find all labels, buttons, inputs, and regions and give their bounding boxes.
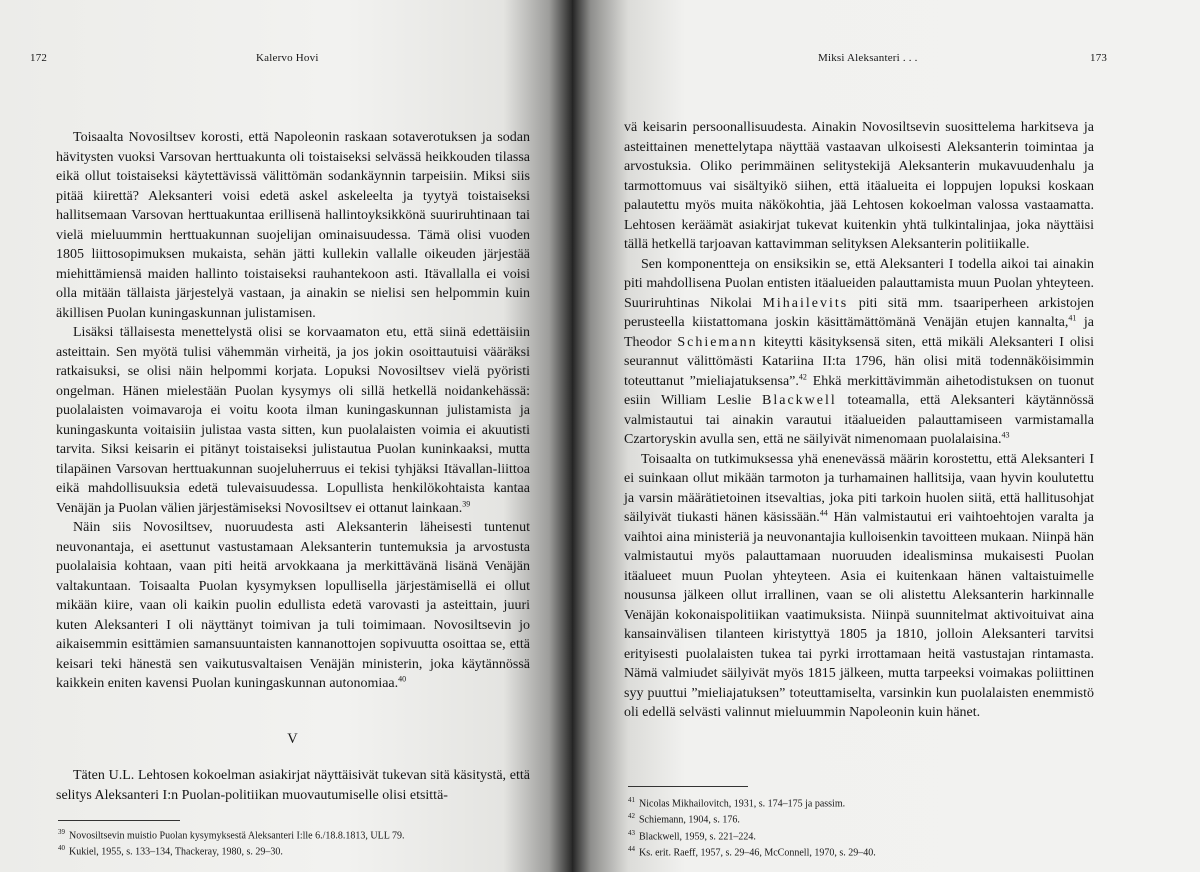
left-paragraph-1: Toisaalta Novosiltsev korosti, että Napoleonin raskaan sotaverotuksen ja sodan hävitysten vuoksi Varsovan herttuakunta oli toistaiseksi selvässä heikkouden tilassa eikä ollut toistaiseksi käytettävissä välittömän sodankäynnin tarpeisiin. Miksi siis pitää kiirettä? Aleksanteri voisi edetä askel askeleelta ja tyytyä toistaiseksi hallitsemaan Varsovan herttuakuntaa erillisenä hallintoyksikkönä suuriruhtinaan tai vielä mieluummin herttuakunnan suojelijan ominaisuudessa. Tämä olisi vuoden 1805 liittosopimuksen mukaista, sehän jätti kullekin vallalle oikeuden järjestää miehittämiensä maiden hallinto toistaiseksi rauhantekoon asti. Itävallalla ei voisi olla mitään tällaista järjestelyä vastaan, ja ainakin se nielisi sen helpommin kuin äkillisen Puolan kuningaskunnan julistamisen. [56, 130, 530, 321]
footnote-44: $^{44}$ Ks. erit. Raeff, 1957, s. 29–46, McConnell, 1970, s. 29–40. [628, 844, 876, 859]
name-schiemann: Schiemann [677, 334, 758, 350]
left-footnotes [58, 826, 528, 859]
left-body-text [56, 128, 530, 694]
left-paragraph-2: Lisäksi tällaisesta menettelystä olisi se korvaamaton etu, että siinä edettäisiin asteittain. Sen myötä tulisi vähemmän virheitä, ja jos jokin osoittautuisi vääräksi ratkaisuksi, se olisi näin helpommi korjata. Lopuksi Novosiltsev vielä pyöristi ongelman. Hänen mielestään Puolan kysymys oli sillä hetkellä noidankehässä: puolalaisten voimavaroja ei voitu koota ilman kuningaskunnan julistamista ja kuningaskunta voitaisiin julistaa vasta sitten, kun puolalaisten voimia ei akuutisti tarvita. Siksi keisarin ei pitänyt toistaiseksi julistautua Puolan kuninkaaksi, mutta tilapäinen Varsovan herttuakunnan suojeluherruus ei tekisi tyhjäksi Itävallan-liittoa eikä mahdollisuuksia edetä tulevaisuudessa. Lopullista henkilökohtaista kantaa Venäjän ja Puolan välien järjestämiseksi Novosiltsev ei ottanut lainkaan.$^{39}$ [56, 325, 530, 516]
footnote-39: $^{39}$ Novosiltsevin muistio Puolan kysymyksestä Aleksanteri I:lle 6./18.8.1813, ULL 79. [58, 828, 405, 842]
right-footnotes [628, 794, 1098, 859]
section-heading: V [287, 731, 299, 747]
left-page [0, 0, 572, 872]
footnote-ref-44: 44 [819, 508, 828, 518]
footnote-ref-42: 42 [798, 371, 807, 381]
right-footnote-rule [628, 786, 748, 787]
left-footnote-rule [58, 820, 180, 821]
right-body-text [624, 118, 1094, 723]
footnote-ref-43: 43 [1001, 430, 1010, 440]
right-paragraph-2: Sen komponentteja on ensiksikin se, että Aleksanteri I todella aikoi tai ainakin piti mahdollisena Puolan entisten itäalueiden palauttamista muun Puolan yhteyteen. Suuriruhtinas Nikolai Mihailevits piti sitä mm. tsaariperheen arkistojen perusteella kiistattomana joskin käsittämättömänä Venäjän etujen kannalta,$^{41}$ ja Theodor Schiemann kiteytti käsityksensä siten, että mikäli Aleksanteri I olisi seurannut välittömästi Katariina II:ta 1796, hän olisi mitä todennäköisimmin toteuttanut ”mieliajatuksensa”.$^{42}$ Ehkä merkittävimmän aihetodistuksen on tuonut esiin William Leslie Blackwell toteamalla, että Aleksanteri käytännössä valmistautui tai ainakin varautui itäalueiden palauttamiseen varmistamalla Czartoryskin avulla sen, että ne säilyivät nimenomaan puolalaisina.$^{43}$ [624, 256, 1095, 447]
right-paragraph-3: Toisaalta on tutkimuksessa yhä enenevässä määrin korostettu, että Aleksanteri I ei suinkaan ollut mikään tarmoton ja turhamainen hallitsija, vaan hyvin koulutettu ja varsin määrätietoinen itsevaltias, joka piti tarkoin huolen siitä, että hallitusohjat säilyivät tiukasti hänen käsissään.$^{44}$ Hän valmistautui eri vaihtoehtojen varalta ja vaihtoi aina ministeriä ja neuvonantajia kulloisenkin tavoitteen mukaan. Niinpä hän valmistautui myös palauttamaan nuoruuden idealisminsa mukaisesti Puolan itäalueet muun Puolan yhteyteen. Asia ei kuitenkaan hänen valtaistuimelle nousunsa jälkeen ollut irrallinen, vaan se oli alistettu Aleksanterin harkinnalle Venäjän kokonaispolitiikan vaatimuksista. Niinpä suunnitelmat aktivoituivat aina kansainvälisen tilanteen kiristyttyä 1805 ja 1810, jolloin Aleksanteri tarvitsi erityisesti puolalaisten tukea tai pyrki irrottamaan heitä vastustajan rintamasta. Nämä valmiudet säilyivät myös 1815 jälkeen, mutta tarpeeksi voimakas poliittinen syy puuttui ”mieliajatuksen” toteuttamiselta, varsinkin kun puolalaisten enemmistö oli edellä selvästi valinnut mieluummin Napoleonin kuin hänet. [624, 451, 1094, 720]
footnote-42: $^{42}$ Schiemann, 1904, s. 176. [628, 812, 740, 826]
footnote-ref-39: 39 [462, 498, 471, 508]
footnote-40: $^{40}$ Kukiel, 1955, s. 133–134, Thackeray, 1980, s. 29–30. [58, 844, 283, 858]
right-page-number: 173 [1090, 52, 1108, 64]
footnote-ref-40: 40 [398, 674, 407, 684]
left-body-text-continued [56, 766, 530, 805]
left-paragraph-4: Täten U.L. Lehtosen kokoelman asiakirjat näyttäisivät tukevan sitä käsitystä, että selitys Aleksanteri I:n Puolan-politiikan muovautumiselle olisi etsittä- [56, 768, 530, 803]
right-page [572, 0, 1200, 872]
left-page-number: 172 [30, 52, 48, 64]
footnote-ref-41: 41 [1068, 313, 1077, 323]
right-running-head: Miksi Aleksanteri . . . [818, 52, 918, 64]
footnote-41: $^{41}$ Nicolas Mikhailovitch, 1931, s. 174–175 ja passim. [628, 796, 846, 810]
name-blackwell: Blackwell [762, 393, 837, 408]
right-paragraph-1: vä keisarin persoonallisuudesta. Ainakin Novosiltsevin suosittelema harkitseva ja asteittainen menettelytapa näyttää vastaavan ulkoisesti Aleksanterin toimintaa ja arvostuksia. Oliko perimmäinen selitystekijä Aleksanterin mukavuudenhalu ja tarmottomuus vai sisältyikö siihen, että itäalueita ei loppujen lopuksi koskaan palautettu myös muita näkökohtia, jää Lehtosen kokoelman valossa vastaamatta. Lehtosen keräämät asiakirjat tukevat kuitenkin yhtä tulkintalinjaa, joka näyttäisi tällä hetkellä tarjoavan kattavimman selityksen Aleksanterin politiikalle. [624, 120, 1094, 252]
footnote-43: $^{43}$ Blackwell, 1959, s. 221–224. [628, 828, 756, 842]
name-mihailevits: Mihailevits [762, 295, 849, 311]
left-paragraph-3: Näin siis Novosiltsev, nuoruudesta asti Aleksanterin läheisesti tuntenut neuvonantaja, ei asettunut vastustamaan Aleksanterin tuntemuksia ja arvostusta puolalaisia kohtaan, vaan piti heitä arvokkaana ja merkittävänä lisänä Venäjän valtakuntaan. Toisaalta Puolan kysymyksen lopullisella järjestämisellä ei ollut mikään kiire, vaan oli kaikin puolin edullista edetä varovasti ja asteittain, juuri kuten Aleksanteri I oli näyttänyt toimivan ja tuli toimimaan. Novosiltsevin jo aikaisemmin esittämien samansuuntaisten kannanottojen sopivuutta osoittaa se, että keisari teki hänestä sen vaikutusvaltaisen Venäjän ministerin, joka käytännössä kaikkein eniten kavensi Puolan kuningaskunnan autonomiaa.$^{40}$ [56, 520, 530, 691]
left-running-head: Kalervo Hovi [256, 52, 319, 64]
